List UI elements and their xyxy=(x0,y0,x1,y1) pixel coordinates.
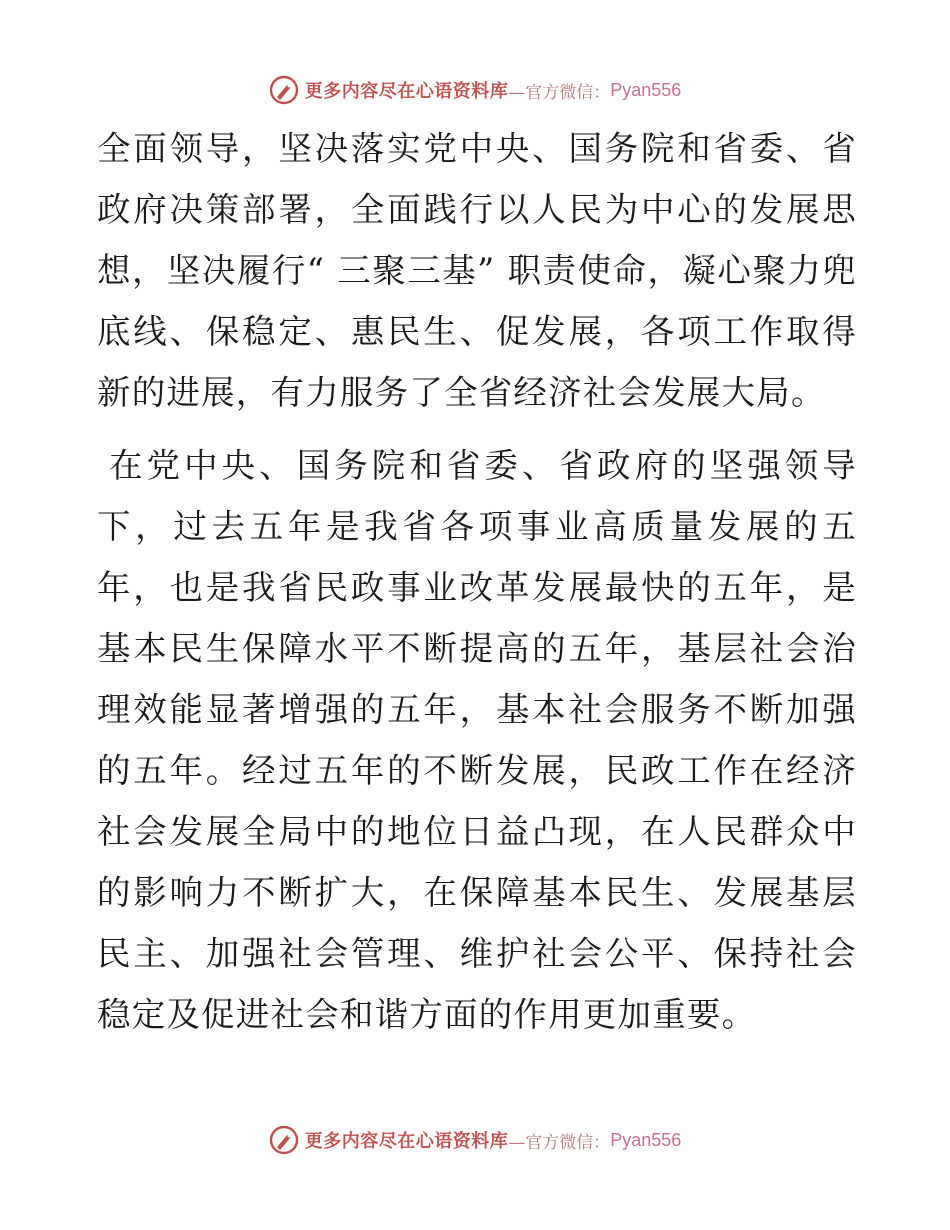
document-body xyxy=(97,118,857,1045)
pen-nib-logo-icon xyxy=(269,75,299,105)
paragraph-2: 在党中央、国务院和省委、省政府的坚强领导下，过去五年是我省各项事业高质量发展的五年，也是我省民政事业改革发展最快的五年，是基本民生保障水平不断提高的五年，基层社会治理效能显著增强的五年，基本社会服务不断加强的五年。经过五年的不断发展，民政工作在经济社会发展全局中的地位日益凸现，在人民群众中的影响力不断扩大，在保障基本民生、发展基层民主、加强社会管理、维护社会公平、保持社会稳定及促进社会和谐方面的作用更加重要。 xyxy=(97,446,857,1034)
watermark-title: 更多内容尽在心语资料库 xyxy=(304,1131,509,1152)
footer-watermark xyxy=(0,1122,950,1158)
watermark-wechat-id: Pyan556 xyxy=(610,1129,682,1150)
watermark-separator: —官方微信： xyxy=(508,82,611,103)
pen-nib-logo-icon xyxy=(269,1125,299,1155)
header-watermark xyxy=(0,72,950,108)
paragraph-1: 全面领导，坚决落实党中央、国务院和省委、省政府决策部署，全面践行以人民为中心的发展思想，坚决履行“ 三聚三基” 职责使命，凝心聚力兜底线、保稳定、惠民生、促发展，各项工作取得新的进展，有力服务了全省经济社会发展大局。 xyxy=(97,129,857,412)
watermark-separator: —官方微信： xyxy=(508,1132,611,1153)
watermark-title: 更多内容尽在心语资料库 xyxy=(304,81,509,102)
watermark-wechat-id: Pyan556 xyxy=(610,79,682,100)
